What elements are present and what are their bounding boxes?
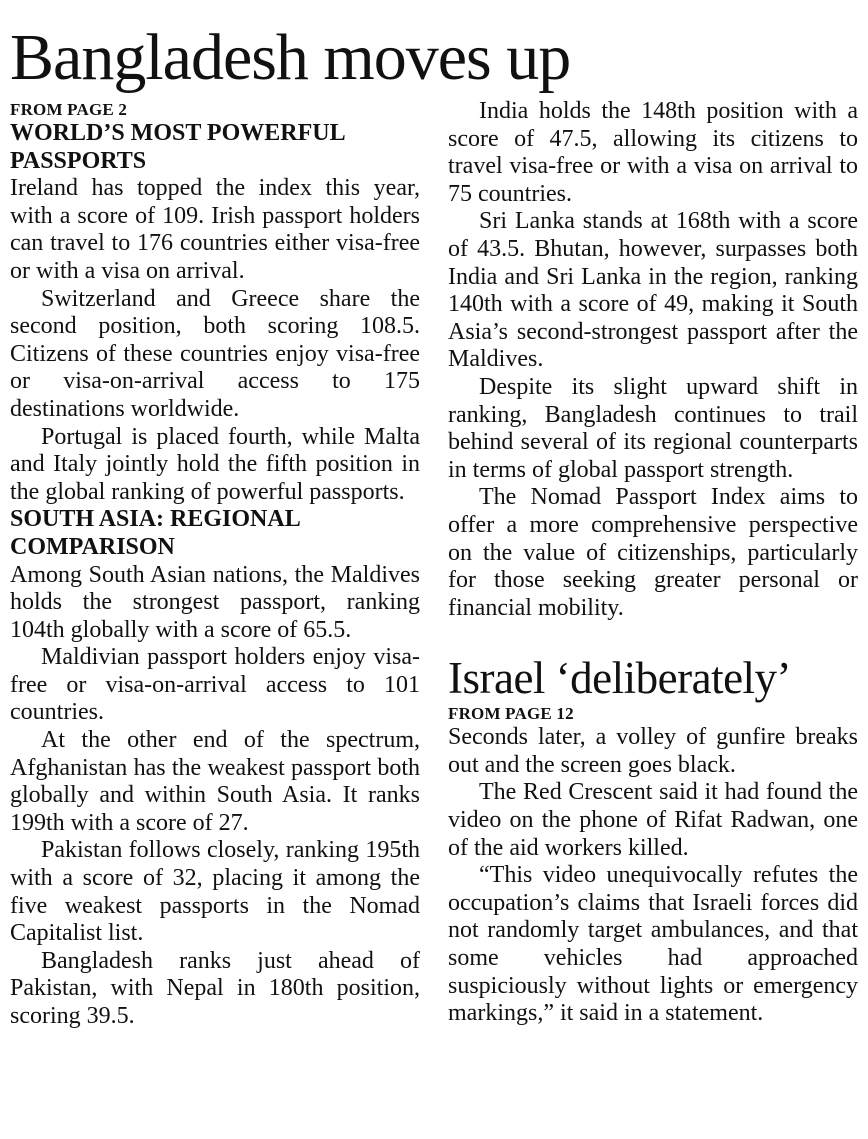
body-paragraph: India holds the 148th position with a score of 47.5, allowing its citizens to travel visa-free or with a visa on arrival to 75 countries. xyxy=(448,98,858,207)
right-column xyxy=(448,98,858,1028)
body-paragraph: Bangladesh ranks just ahead of Pakistan, with Nepal in 180th position, scoring 39.5. xyxy=(10,947,420,1029)
body-paragraph: The Nomad Passport Index aims to offer a more comprehensive perspective on the value of citizenships, particularly for those seeking greater personal or financial mobility. xyxy=(448,484,858,621)
body-paragraph: Ireland has topped the index this year, with a score of 109. Irish passport holders can travel to 176 countries either visa-free or with a visa on arrival. xyxy=(10,175,420,284)
body-paragraph: Sri Lanka stands at 168th with a score of 43.5. Bhutan, however, surpasses both India and Sri Lanka in the region, ranking 140th with a score of 49, making it South Asia’s second-strongest passport after the Maldives. xyxy=(448,208,858,373)
section-heading-powerful-passports: WORLD’S MOST POWERFUL PASSPORTS xyxy=(10,120,345,174)
body-paragraph: Switzerland and Greece share the second position, both scoring 108.5. Citizens of these countries enjoy visa-free or visa-on-arrival access to 175 destinations worldwide. xyxy=(10,285,420,422)
body-paragraph: Pakistan follows closely, ranking 195th with a score of 32, placing it among the five weakest passports in the Nomad Capitalist list. xyxy=(10,837,420,947)
body-paragraph: “This video unequivocally refutes the occupation’s claims that Israeli forces did not randomly target ambulances, and that some vehicles had approached suspiciously without lights or emergency markings,” it said in a statement. xyxy=(448,862,858,1027)
body-paragraph: At the other end of the spectrum, Afghanistan has the weakest passport both globally and within South Asia. It ranks 199th with a score of 27. xyxy=(10,727,420,836)
continued-from-label: FROM PAGE 12 xyxy=(448,704,574,724)
body-paragraph: Despite its slight upward shift in ranking, Bangladesh continues to trail behind several of its regional counterparts in terms of global passport strength. xyxy=(448,373,858,483)
continued-from-label: FROM PAGE 2 xyxy=(10,100,128,119)
body-paragraph: The Red Crescent said it had found the video on the phone of Rifat Radwan, one of the aid workers killed. xyxy=(448,779,858,861)
left-column xyxy=(10,98,420,1031)
article-headline: Bangladesh moves up xyxy=(10,21,571,94)
body-paragraph: Maldivian passport holders enjoy visa-free or visa-on-arrival access to 101 countries. xyxy=(10,644,420,726)
body-paragraph: Seconds later, a volley of gunfire breaks out and the screen goes black. xyxy=(448,724,858,778)
body-paragraph: Portugal is placed fourth, while Malta and Italy jointly hold the fifth position in the global ranking of powerful passports. xyxy=(10,423,420,505)
section-heading-south-asia: SOUTH ASIA: REGIONAL COMPARISON xyxy=(10,506,300,560)
second-article-headline: Israel ‘deliberately’ xyxy=(448,653,792,704)
body-paragraph: Among South Asian nations, the Maldives holds the strongest passport, ranking 104th globally with a score of 65.5. xyxy=(10,561,420,643)
